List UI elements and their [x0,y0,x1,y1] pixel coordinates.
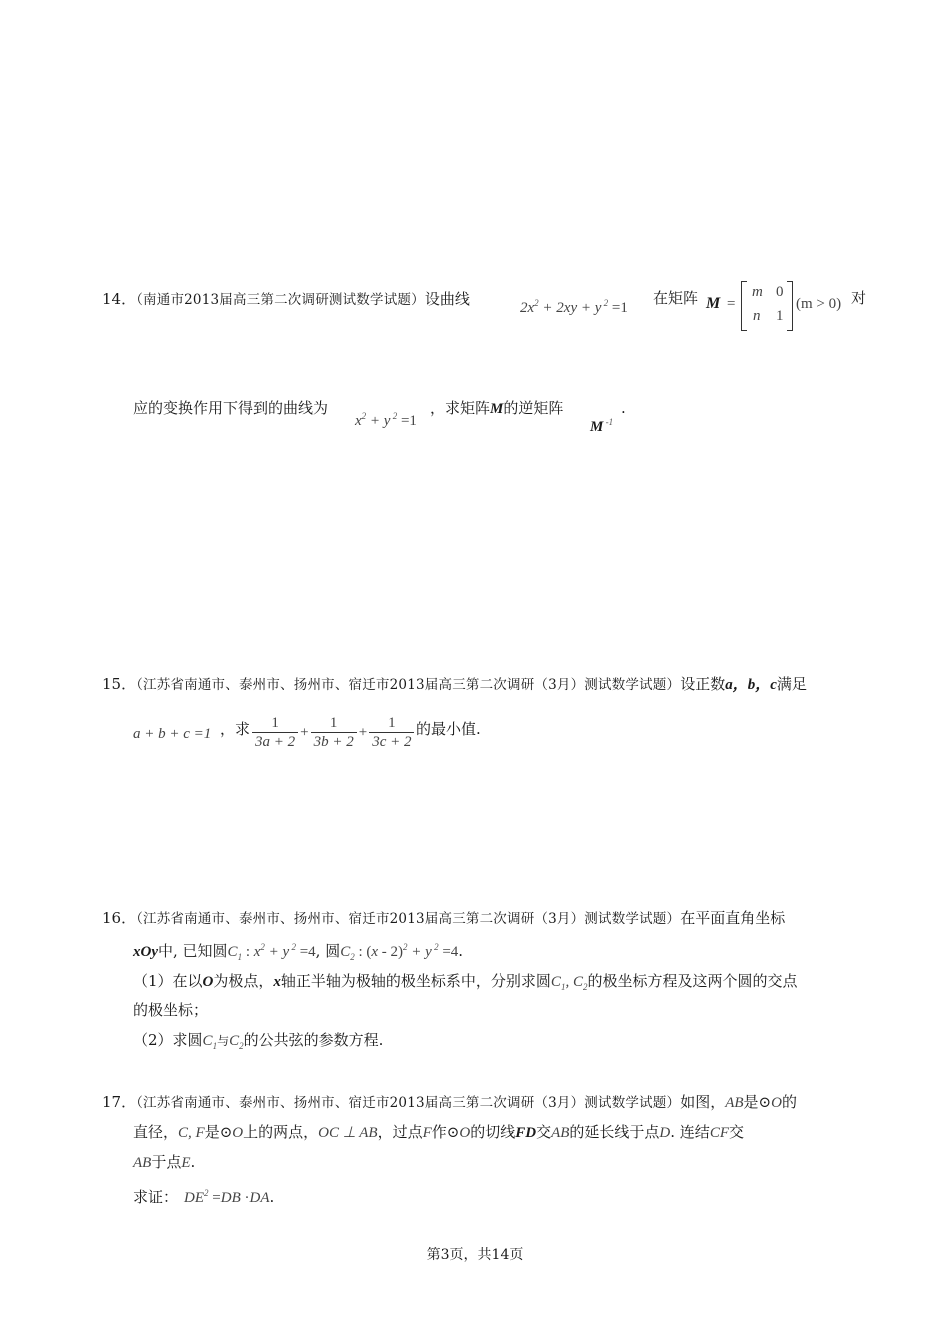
q16-part1: （1）在以O为极点，x轴正半轴为极轴的极坐标系中，分别求圆$C_1$, $C_2$的极坐标方程及这两个圆的交点 [133,972,798,992]
q16-part1-cont: 的极坐标； [133,1001,209,1019]
q16-c1: $C_1$ : $x^2 + y$ $^2$ =4 [227,942,316,962]
q16-c2: $C_2$ : (x - 2)$^2$ + y $^2$ =4 [340,942,459,962]
q16-source: （江苏省南通市、泰州市、扬州市、宿迁市2013届高三第二次调研（3月）测试数学试题） [136,911,681,927]
q15-text-a: 设正数 [680,675,726,693]
q15-vars: a，b，c [725,677,777,693]
q14-line2-a: 应的变换作用下得到的曲线为 [133,399,329,417]
q14-equation-1: $2x^2 + 2xy + y$ $^2$ =1 [520,298,628,316]
q14-period: . [621,399,626,417]
q14-inverse: M $^{-1}$ [590,417,614,435]
q14-equals: = [726,296,737,312]
q16-line2: xOy中, 已知圆$C_1$ : $x^2 + y$ $^2$ =4, 圆$C_2$ : (x - 2)$^2$ + y $^2$ =4. [133,942,464,962]
matrix-cell-m: m [752,284,763,300]
q16-xoy: xOy [133,944,158,960]
q17-line2: 直径，C, F是⊙O上的两点，OC ⊥ AB，过点F作⊙O的切线FD交AB的延长线于点D. 连结CF交 [133,1123,744,1141]
page-footer: 第3页，共14页 [426,1247,524,1263]
matrix-cell-0: 0 [776,284,784,300]
q15-line1 [102,674,807,695]
q14-text-a: 设曲线 [424,290,470,308]
q17-source: （江苏省南通市、泰州市、扬州市、宿迁市2013届高三第二次调研（3月）测试数学试题） [136,1095,681,1111]
q14-matrix-symbol: M [706,295,721,312]
q16-part2: （2）求圆$C_1$与$C_2$的公共弦的参数方程. [133,1031,384,1051]
q15-number: 15． [102,675,137,693]
q14-matrix [741,281,793,331]
q17-line1: 17．（江苏省南通市、泰州市、扬州市、宿迁市2013届高三第二次调研（3月）测试数学试题）如图，AB是⊙O的 [102,1093,797,1111]
q15-source: （江苏省南通市、泰州市、扬州市、宿迁市2013届高三第二次调研（3月）测试数学试题） [136,677,681,693]
matrix-cell-n: n [753,308,761,324]
q15-condition: a + b + c =1 [133,726,212,742]
q14-text-b: 在矩阵 [653,289,699,307]
q14-M-inline: M [490,401,504,417]
q14-text-c: 对 [851,289,867,307]
q14-equation-2: $x^2 + y$ $^2$ =1 [355,411,417,429]
q15-frac-a: $\frac{1}{3a + 2}$ [252,714,298,751]
q14-line2-b: ，求矩阵M的逆矩阵 [430,399,564,417]
q17-line4: 求证： $DE^2 =DB \cdot DA$. [133,1188,275,1206]
q16-number: 16． [102,909,137,927]
q16-text-a: 在平面直角坐标 [680,909,786,927]
q14-line1 [102,289,470,310]
q16-c1c2: $C_1$, $C_2$ [550,974,588,992]
q15-text-b: 满足 [776,675,807,693]
q14-number: 14． [102,290,137,308]
q17-number: 17． [102,1093,137,1111]
q15-text-c: ，求 [220,720,251,738]
q17-line3: AB于点E. [133,1153,196,1171]
matrix-cell-1: 1 [776,308,784,324]
q17-equation: $DE^2 =DB \cdot DA$ [184,1188,270,1206]
q15-frac-b: $\frac{1}{3b + 2}$ [311,714,357,751]
q14-condition: (m > 0) [796,296,842,312]
q15-text-d: 的最小值. [416,720,481,738]
q15-frac-c: $\frac{1}{3c + 2}$ [369,714,414,751]
q16-line1 [102,908,785,929]
q14-source: （南通市2013届高三第二次调研测试数学试题） [136,292,425,308]
q15-expression: $\frac{1}{3a + 2}$ + $\frac{1}{3b + 2}$ + $\frac{1}{3c + 2}$ [250,714,416,751]
